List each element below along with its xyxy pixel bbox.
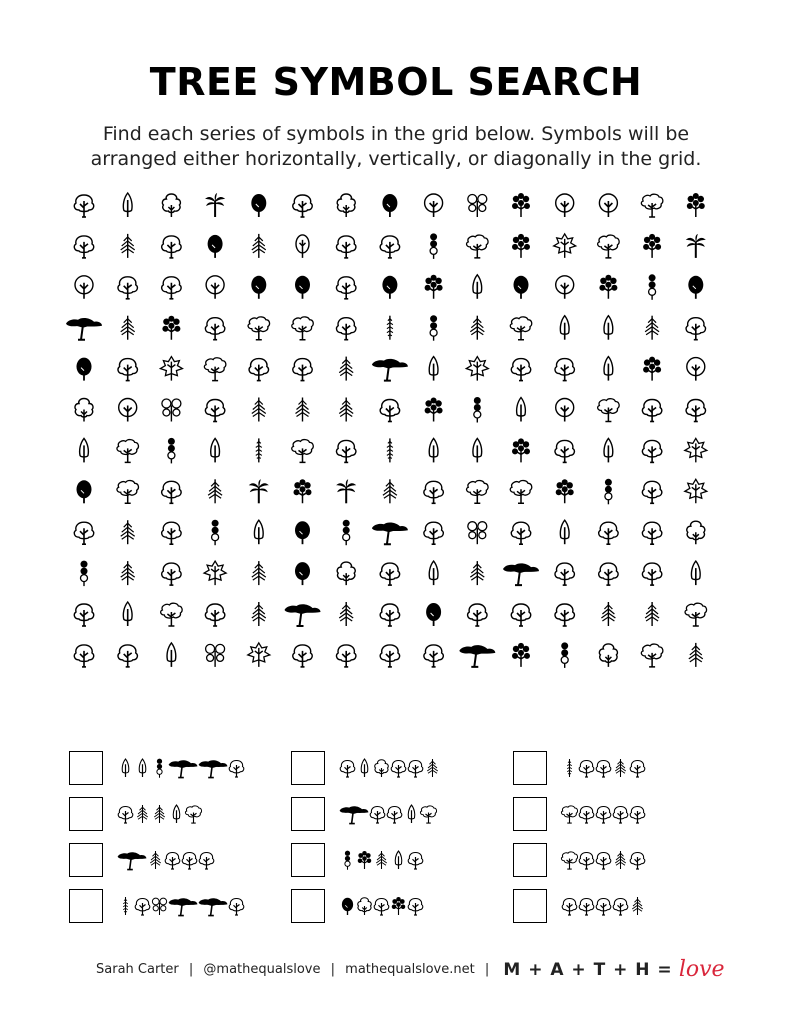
grid-tree-oak-icon — [642, 522, 661, 544]
grid-tree-oak-icon — [205, 604, 224, 626]
grid-tree-acacia-icon — [503, 563, 539, 585]
series-tree-pine-icon — [427, 759, 438, 777]
grid-tree-acacia-icon — [285, 604, 321, 626]
grid-tree-acacia-small-icon — [292, 440, 313, 463]
series-tree-poplar-icon — [173, 805, 180, 823]
grid-tree-pine-icon — [339, 398, 353, 422]
grid-tree-oak-icon — [337, 236, 356, 258]
grid-tree-cypress-icon — [387, 316, 393, 340]
series-tree-oak-icon — [613, 807, 628, 824]
series-tree-poplar-icon — [122, 759, 129, 777]
series-tree-acacia-icon — [199, 898, 228, 915]
series-tree-cypress-icon — [567, 759, 572, 777]
series-tree-acacia-small-icon — [185, 806, 201, 823]
grid-tree-oval-dark-icon — [382, 276, 397, 299]
grid-tree-pine-icon — [689, 643, 703, 667]
series-tree-oak-icon — [370, 807, 385, 824]
grid-tree-oak-icon — [74, 604, 93, 626]
grid-tree-oak-icon — [162, 236, 181, 258]
series-tree-acacia-icon — [118, 852, 147, 869]
footer-separator: | — [484, 962, 490, 977]
series-tree-dots-dark-icon — [392, 897, 406, 915]
series-tree-oak-icon — [408, 761, 423, 778]
grid-tree-lollipop-icon — [605, 479, 612, 505]
grid-tree-bubble-icon — [468, 195, 487, 218]
series-tree-lollipop-icon — [157, 759, 162, 778]
grid-tree-maple-icon — [685, 438, 707, 462]
grid-tree-oak-icon — [555, 563, 574, 585]
grid-tree-pine-icon — [470, 561, 484, 585]
grid-tree-acacia-small-icon — [685, 603, 706, 626]
series-tree-poplar-icon — [408, 805, 415, 823]
grid-tree-oak-icon — [642, 400, 661, 422]
series-tree-cloud-icon — [375, 760, 389, 777]
series-checkbox[interactable] — [69, 751, 103, 785]
series-tree-oak-icon — [596, 761, 611, 778]
grid-tree-cypress-icon — [256, 438, 262, 462]
grid-tree-acacia-small-icon — [248, 317, 269, 340]
grid-tree-oak-icon — [424, 645, 443, 667]
grid-tree-oak-icon — [424, 481, 443, 503]
grid-tree-oak-icon — [337, 277, 356, 299]
series-tree-pine-icon — [376, 851, 387, 869]
grid-tree-poplar-icon — [604, 316, 613, 340]
grid-tree-poplar-icon — [560, 520, 569, 544]
series-tree-oak-icon — [613, 899, 628, 916]
footer-author: Sarah Carter — [96, 962, 179, 977]
grid-tree-poplar-icon — [123, 193, 132, 217]
grid-tree-oak-icon — [74, 195, 93, 217]
grid-tree-poplar-icon — [429, 438, 438, 462]
series-checkbox[interactable] — [291, 751, 325, 785]
series-tree-oak-icon — [387, 807, 402, 824]
page-title: TREE SYMBOL SEARCH — [149, 60, 643, 104]
series-checkbox[interactable] — [291, 797, 325, 831]
grid-tree-bubble-icon — [162, 399, 181, 422]
grid-tree-acacia-icon — [372, 359, 408, 381]
series-tree-oak-icon — [408, 853, 423, 870]
grid-tree-dots-dark-icon — [425, 398, 443, 422]
series-checkbox[interactable] — [513, 751, 547, 785]
grid-tree-acacia-small-icon — [204, 358, 225, 381]
grid-tree-oak-icon — [162, 563, 181, 585]
series-checkbox[interactable] — [69, 797, 103, 831]
grid-tree-round-icon — [687, 358, 705, 381]
grid-tree-oak-icon — [555, 604, 574, 626]
grid-tree-pine-icon — [645, 602, 659, 626]
grid-tree-pine-icon — [339, 602, 353, 626]
grid-tree-maple-icon — [554, 234, 576, 258]
series-tree-pine-icon — [632, 897, 643, 915]
grid-tree-round-icon — [119, 399, 137, 422]
series-checkbox[interactable] — [69, 889, 103, 923]
series-tree-pine-icon — [154, 805, 165, 823]
grid-tree-oak-icon — [380, 604, 399, 626]
grid-tree-lollipop-icon — [430, 315, 437, 341]
grid-tree-lollipop-icon — [343, 520, 350, 546]
grid-tree-oak-icon — [555, 440, 574, 462]
series-tree-oak-icon — [630, 807, 645, 824]
grid-tree-oval-dark-icon — [295, 521, 310, 544]
grid-tree-lollipop-icon — [168, 438, 175, 464]
grid-tree-oval-dark-icon — [77, 480, 92, 503]
grid-tree-oak-icon — [599, 563, 618, 585]
grid-tree-palm-dark-icon — [205, 193, 225, 217]
grid-tree-pine-icon — [252, 602, 266, 626]
grid-tree-acacia-icon — [459, 645, 495, 667]
grid-tree-oak-icon — [293, 645, 312, 667]
series-tree-oak-icon — [165, 853, 180, 870]
grid-tree-pine-icon — [470, 316, 484, 340]
grid-tree-oak-icon — [337, 440, 356, 462]
grid-tree-acacia-small-icon — [161, 603, 182, 626]
series-tree-acacia-icon — [169, 898, 198, 915]
grid-tree-oak-icon — [118, 277, 137, 299]
grid-tree-acacia-small-icon — [598, 235, 619, 258]
series-tree-oak-icon — [562, 899, 577, 916]
grid-tree-oak-icon — [642, 481, 661, 503]
grid-tree-poplar-icon — [560, 316, 569, 340]
grid-tree-pine-icon — [252, 234, 266, 258]
grid-tree-oak-icon — [162, 481, 181, 503]
grid-tree-dots-dark-icon — [512, 643, 530, 667]
series-tree-oak-icon — [118, 807, 133, 824]
series-tree-poplar-icon — [395, 851, 402, 869]
series-tree-poplar-icon — [139, 759, 146, 777]
series-tree-oak-icon — [579, 853, 594, 870]
series-tree-oak-icon — [579, 761, 594, 778]
grid-tree-dots-dark-icon — [512, 234, 530, 258]
grid-tree-maple-icon — [685, 479, 707, 503]
grid-tree-oval-dark-icon — [426, 603, 441, 626]
series-checkbox[interactable] — [513, 797, 547, 831]
series-tree-oak-icon — [630, 761, 645, 778]
series-checkbox[interactable] — [513, 889, 547, 923]
grid-tree-oval-dark-icon — [208, 235, 223, 258]
grid-tree-oak-icon — [380, 236, 399, 258]
grid-tree-pine-icon — [383, 479, 397, 503]
grid-tree-acacia-small-icon — [641, 194, 662, 217]
grid-tree-oak-icon — [511, 522, 530, 544]
series-tree-pine-icon — [615, 759, 626, 777]
grid-tree-dots-dark-icon — [556, 479, 574, 503]
series-tree-cypress-icon — [123, 897, 128, 915]
grid-tree-oak-icon — [293, 195, 312, 217]
grid-tree-dots-dark-icon — [512, 193, 530, 217]
grid-tree-oak-icon — [74, 236, 93, 258]
grid-tree-lollipop-icon — [561, 642, 568, 668]
grid-tree-poplar-icon — [429, 561, 438, 585]
grid-tree-oval-dark-icon — [688, 276, 703, 299]
footer-brand: M + A + T + H = — [503, 959, 673, 980]
grid-tree-oak-icon — [205, 318, 224, 340]
grid-tree-pine-icon — [208, 479, 222, 503]
grid-tree-maple-icon — [204, 561, 226, 585]
grid-tree-acacia-small-icon — [117, 480, 138, 503]
grid-tree-acacia-small-icon — [292, 317, 313, 340]
series-tree-oak-icon — [579, 899, 594, 916]
grid-tree-dots-dark-icon — [687, 193, 705, 217]
grid-tree-oak-icon — [249, 359, 268, 381]
grid-tree-oak-icon — [337, 645, 356, 667]
grid-tree-pine-icon — [339, 357, 353, 381]
grid-tree-acacia-small-icon — [510, 317, 531, 340]
grid-tree-cloud-icon — [337, 194, 355, 217]
footer-site: mathequalslove.net — [345, 962, 475, 977]
grid-tree-cloud-icon — [687, 521, 705, 544]
grid-tree-oak-icon — [74, 522, 93, 544]
series-tree-oak-icon — [199, 853, 214, 870]
grid-tree-oak-icon — [118, 645, 137, 667]
grid-tree-round-icon — [425, 194, 443, 217]
grid-tree-poplar-icon — [211, 438, 220, 462]
series-tree-oval-dark-icon — [342, 898, 353, 915]
series-tree-acacia-icon — [340, 806, 369, 823]
instructions: Find each series of symbols in the grid below. Symbols will be arranged either horizontally, vertically, or diagonally in the grid. — [90, 123, 702, 170]
series-tree-oak-icon — [630, 853, 645, 870]
series-checkbox[interactable] — [291, 889, 325, 923]
grid-tree-oak-icon — [337, 318, 356, 340]
grid-tree-maple-icon — [248, 643, 270, 667]
grid-tree-acacia-small-icon — [117, 440, 138, 463]
grid-tree-pine-icon — [121, 234, 135, 258]
series-tree-oak-icon — [596, 853, 611, 870]
grid-tree-acacia-icon — [66, 318, 102, 340]
series-tree-dots-dark-icon — [358, 851, 372, 869]
footer-brand-love: love — [678, 957, 725, 982]
grid-tree-oak-icon — [380, 563, 399, 585]
grid-tree-pine-icon — [252, 398, 266, 422]
series-tree-acacia-small-icon — [561, 852, 577, 869]
grid-tree-oak-icon — [424, 522, 443, 544]
grid-tree-pine-icon — [121, 520, 135, 544]
grid-tree-oak-icon — [380, 400, 399, 422]
grid-tree-poplar-icon — [123, 602, 132, 626]
grid-tree-dots-dark-icon — [643, 234, 661, 258]
footer-separator: | — [330, 962, 336, 977]
series-tree-acacia-icon — [169, 760, 198, 777]
grid-tree-maple-icon — [466, 357, 488, 381]
grid-tree-lollipop-icon — [474, 397, 481, 423]
grid-tree-round-icon — [556, 194, 574, 217]
footer-separator: | — [188, 962, 194, 977]
series-tree-oak-icon — [408, 899, 423, 916]
series-tree-oak-icon — [135, 899, 150, 916]
grid-tree-pine-icon — [296, 398, 310, 422]
grid-tree-acacia-small-icon — [598, 399, 619, 422]
series-tree-lollipop-icon — [345, 851, 350, 870]
grid-tree-poplar-icon — [254, 520, 263, 544]
series-checkbox[interactable] — [513, 843, 547, 877]
grid-tree-cloud-icon — [75, 399, 93, 422]
grid-tree-oak-icon — [205, 400, 224, 422]
grid-tree-acacia-small-icon — [510, 480, 531, 503]
series-tree-pine-icon — [615, 851, 626, 869]
series-tree-bubble-icon — [152, 898, 166, 915]
grid-tree-bubble-icon — [468, 522, 487, 545]
grid-tree-oak-icon — [599, 522, 618, 544]
grid-tree-lollipop-icon — [212, 520, 219, 546]
series-tree-oak-icon — [596, 807, 611, 824]
grid-tree-oak-icon — [555, 359, 574, 381]
grid-tree-acacia-small-icon — [467, 235, 488, 258]
series-tree-oak-icon — [374, 899, 389, 916]
grid-tree-poplar-icon — [517, 398, 526, 422]
grid-tree-poplar-icon — [473, 438, 482, 462]
grid-tree-oval-dark-icon — [77, 358, 92, 381]
grid-tree-poplar-icon — [80, 438, 89, 462]
grid-tree-pine-icon — [121, 561, 135, 585]
grid-tree-oak-icon — [162, 277, 181, 299]
grid-tree-dots-dark-icon — [162, 316, 180, 340]
grid-tree-oval-dark-icon — [514, 276, 529, 299]
grid-tree-oak-icon — [686, 318, 705, 340]
grid-tree-dots-dark-icon — [425, 275, 443, 299]
grid-tree-cloud-icon — [599, 644, 617, 667]
series-tree-acacia-icon — [199, 760, 228, 777]
series-tree-oak-icon — [229, 899, 244, 916]
grid-tree-lollipop-icon — [430, 233, 437, 259]
grid-tree-oak-icon — [468, 604, 487, 626]
grid-tree-dots-dark-icon — [512, 438, 530, 462]
grid-tree-poplar-icon — [691, 561, 700, 585]
grid-tree-dots-dark-icon — [294, 479, 312, 503]
grid-tree-lollipop-icon — [81, 561, 88, 587]
grid-tree-oak-icon — [642, 440, 661, 462]
grid-tree-oak-icon — [293, 359, 312, 381]
grid-tree-poplar-icon — [604, 438, 613, 462]
grid-tree-oval-dark-icon — [251, 194, 266, 217]
grid-tree-oval-dark-icon — [382, 194, 397, 217]
grid-tree-palm-dark-icon — [249, 479, 269, 503]
grid-tree-oak-icon — [380, 645, 399, 667]
grid-tree-oval-dark-icon — [251, 276, 266, 299]
series-tree-oak-icon — [391, 761, 406, 778]
series-tree-pine-icon — [137, 805, 148, 823]
grid-tree-poplar-icon — [167, 643, 176, 667]
grid-tree-pine-icon — [121, 316, 135, 340]
grid-tree-round-icon — [599, 194, 617, 217]
grid-tree-poplar-icon — [473, 275, 482, 299]
grid-tree-oak-icon — [686, 400, 705, 422]
series-tree-oak-icon — [340, 761, 355, 778]
series-tree-poplar-icon — [361, 759, 368, 777]
grid-tree-palm-dark-icon — [336, 479, 356, 503]
grid-tree-pine-icon — [252, 561, 266, 585]
grid-tree-poplar-icon — [429, 357, 438, 381]
grid-tree-poplar-icon — [604, 357, 613, 381]
grid-tree-oak-icon — [118, 359, 137, 381]
grid-tree-oak-icon — [74, 645, 93, 667]
grid-tree-cloud-icon — [162, 194, 180, 217]
series-tree-cloud-icon — [358, 898, 372, 915]
grid-tree-acacia-small-icon — [641, 644, 662, 667]
grid-tree-round-icon — [556, 399, 574, 422]
grid-tree-oak-icon — [511, 604, 530, 626]
grid-tree-bubble-icon — [206, 644, 225, 667]
grid-tree-cypress-icon — [387, 438, 393, 462]
grid-tree-round-icon — [556, 276, 574, 299]
footer — [96, 957, 725, 982]
series-tree-oak-icon — [596, 899, 611, 916]
footer-handle: @mathequalslove — [203, 962, 321, 977]
grid-tree-oval-dark-icon — [295, 562, 310, 585]
series-checkbox[interactable] — [69, 843, 103, 877]
grid-tree-cloud-icon — [337, 562, 355, 585]
grid-tree-round-icon — [75, 276, 93, 299]
series-tree-pine-icon — [150, 851, 161, 869]
series-tree-acacia-small-icon — [561, 806, 577, 823]
grid-tree-acacia-icon — [372, 522, 408, 544]
series-tree-acacia-small-icon — [420, 806, 436, 823]
grid-tree-round-icon — [206, 276, 224, 299]
grid-tree-oval-dark-icon — [295, 276, 310, 299]
grid-tree-pine-icon — [601, 602, 615, 626]
series-tree-oak-icon — [182, 853, 197, 870]
series-checkbox[interactable] — [291, 843, 325, 877]
grid-tree-lollipop-icon — [649, 274, 656, 300]
series-tree-oak-icon — [579, 807, 594, 824]
grid-tree-oval-icon — [296, 235, 309, 258]
grid-tree-dots-dark-icon — [643, 357, 661, 381]
grid-tree-acacia-small-icon — [467, 480, 488, 503]
series-tree-oak-icon — [229, 761, 244, 778]
grid-tree-maple-icon — [160, 357, 182, 381]
grid-tree-dots-dark-icon — [599, 275, 617, 299]
grid-tree-oak-icon — [642, 563, 661, 585]
grid-tree-palm-dark-icon — [686, 234, 706, 258]
grid-tree-oak-icon — [162, 522, 181, 544]
grid-tree-pine-icon — [645, 316, 659, 340]
grid-tree-oak-icon — [511, 359, 530, 381]
